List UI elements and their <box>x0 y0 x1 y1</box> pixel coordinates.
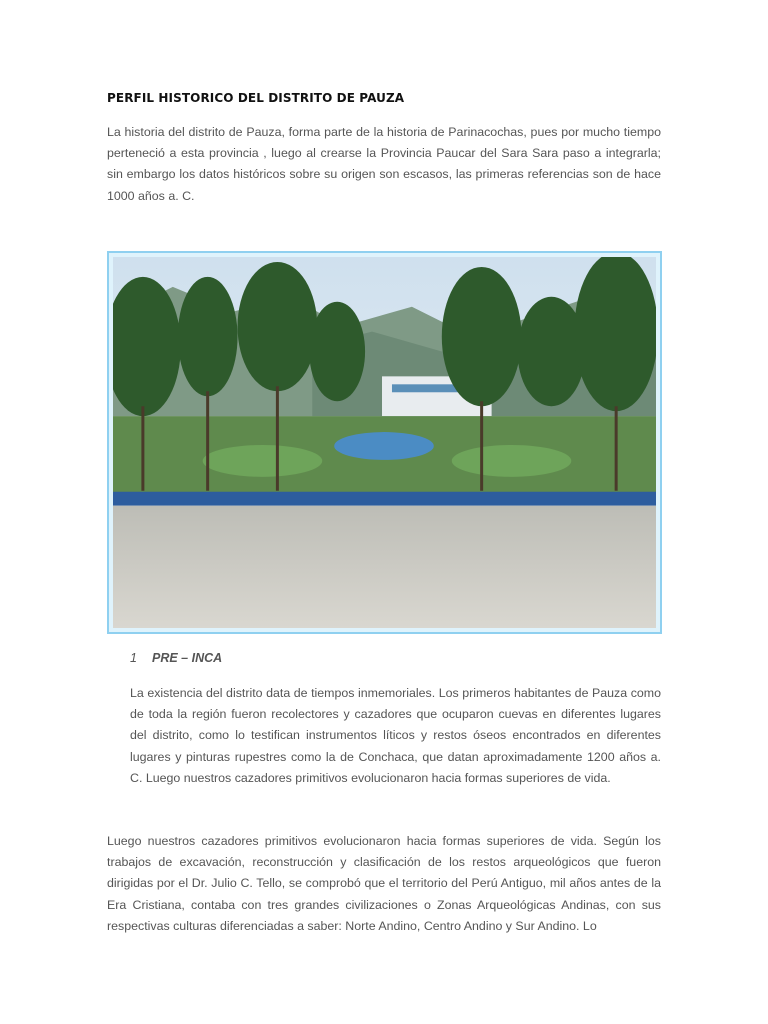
plaza-photo-illustration <box>113 257 656 628</box>
document-title: PERFIL HISTORICO DEL DISTRITO DE PAUZA <box>107 91 405 105</box>
section-1-title: PRE – INCA <box>152 651 223 665</box>
section-1-heading <box>130 651 222 665</box>
pauza-photo <box>107 251 662 634</box>
closing-paragraph: Luego nuestros cazadores primitivos evolucionaron hacia formas superiores de vida. Según los trabajos de excavación, reconstrucción y clasificación de los restos arqueológicos que fueron dirigidas por el Dr. Julio C. Tello, se comprobó que el territorio del Perú Antiguo, mil años antes de la Era Cristiana, contaba con tres grandes civilizaciones o Zonas Arqueológicas Andinas, con sus respectivas culturas diferenciadas a saber: Norte Andino, Centro Andino y Sur Andino. Lo <box>107 834 661 933</box>
intro-paragraph: La historia del distrito de Pauza, forma parte de la historia de Parinacochas, pues por mucho tiempo perteneció a esta provincia , luego al crearse la Provincia Paucar del Sara Sara paso a integrarla; sin embargo los datos históricos sobre su origen son escasos, las primeras referencias son de hace 1000 años a. C. <box>107 125 661 203</box>
section-1-number: 1 <box>130 651 137 665</box>
section-1-paragraph: La existencia del distrito data de tiempos inmemoriales. Los primeros habitantes de Pauza como de toda la región fueron recolectores y cazadores que ocuparon cuevas en diferentes lugares del distrito, como lo testifican instrumentos líticos y restos óseos encontrados en diferentes lugares y pinturas rupestres como la de Conchaca, que datan aproximadamente 1200 años a. C. Luego nuestros cazadores primitivos evolucionaron hacia formas superiores de vida. <box>130 686 661 785</box>
